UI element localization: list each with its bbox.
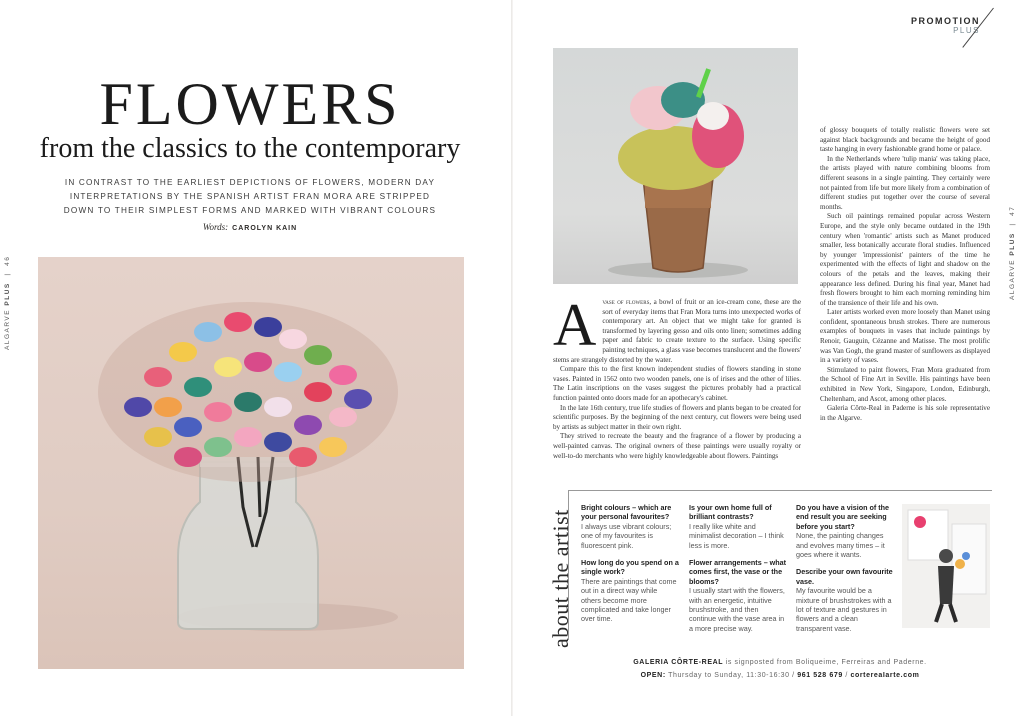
article-paragraph: of glossy bouquets of totally realistic flowers were set against black backgrounds and became the height of good taste hanging in every fashionable grand home or palace. [820, 126, 990, 154]
phone-number: 961 528 679 [797, 672, 843, 679]
article-paragraph: They strived to recreate the beauty and the fragrance of a flower by producing a well-painted canvas. The original owners of these paintings were usually royalty or well-to-do merchants who were highly knowledgeable about flowers. Paintings [553, 432, 801, 460]
qa-answer: None, the painting changes and evolves many times – it goes where it wants. [796, 531, 885, 560]
article-paragraph: Galeria Côrte-Real in Paderne is his sole representative in the Algarve. [820, 404, 990, 422]
article-paragraph: Stimulated to paint flowers, Fran Mora graduated from the School of Fine Art in Seville. His paintings have been exhibited in New York, Singapore, London, Edinburgh, Cheltenham, and Ascot, among other places. [820, 365, 990, 403]
footer-line-1 [560, 659, 1000, 666]
article-title: FLOWERS [99, 71, 401, 137]
flower-vase-painting [38, 257, 464, 669]
ice-cream-painting [553, 48, 798, 284]
spread-fold [511, 0, 513, 716]
dropcap: A [553, 292, 597, 358]
gallery-name: GALERIA CÔRTE-REAL [633, 659, 724, 666]
promotion-label: PROMOTION [911, 16, 980, 26]
qa-answer: My favourite would be a mixture of brushstrokes with a lot of texture and gestures in flowers and a clean transparent vase. [796, 586, 892, 633]
qa-question: Bright colours – which are your personal favourites? [581, 503, 672, 522]
article-paragraph: Compare this to the first known independent studies of flowers standing in stone vases. Painted in 1562 onto two wooden panels, one is of irises and the other of lilies. The Latin inscriptions on the vases suggest the pictures probably had a practical function painted onto doors made for an apothecary's cabinet. [553, 365, 801, 402]
artist-photo [902, 504, 990, 628]
qa-column-2 [689, 503, 787, 641]
byline-label: Words: [202, 222, 229, 232]
article-paragraph: Later artists worked even more loosely than Manet using confident, spontaneous brush strokes. There are numerous examples of bouquets in vases that include paintings by Renoir, Gauguin, Cézanne and Matisse. The most prolific was Van Gogh, the grand master of sunflowers as displayed in a variety of vases. [820, 308, 990, 365]
article-paragraph: In the Netherlands where 'tulip mania' was taking place, the artists played with nature combining blooms from different seasons in a single painting. They certainly were not painted from life but more likely from a combination of different studies put together over the course of several months. [820, 154, 990, 211]
folio-left: ALGARVE PLUS | 46 [4, 255, 11, 350]
article-paragraph: vase of flowers, a bowl of fruit or an ice-cream cone, these are the sort of everyday items that Fran Mora turns into unexpected works of contemporary art. An object that we might take for granted is transformed by layering gesso and oils onto linen; sometimes adding paper and fabric to create texture to the surface. Using specific painting techniques, a glass vase becomes translucent and the flowers' stems are strangely distorted by the water. [553, 298, 802, 364]
footer-line-2: OPEN: Thursday to Sunday, 11:30-16:30 / 961 528 679 / cortereaIarte.com [640, 672, 920, 679]
article-paragraph: Such oil paintings remained popular across Western Europe, and the style only became outdated in the 19th century when 'romantic' artists such as Manet produced smaller, less botanically accurate floral studies. Influenced by younger 'impressionist' painters of the time he experimented with the effects of light and shadow on the colours of the petals and the leaves, making their appearance less defined. During his final year, Manet had fresh flowers brought to him each morning reminding him of the transience of their life and his own. [820, 212, 990, 307]
qa-column-1 [581, 503, 679, 632]
byline [0, 222, 500, 232]
article-standfirst: IN CONTRAST TO THE EARLIEST DEPICTIONS OF FLOWERS, MODERN DAY INTERPRETATIONS BY THE SPANISH ARTIST FRAN MORA ARE STRIPPED DOWN TO THEIR SIMPLEST FORMS AND MARKED WITH VIBRANT COLOURS [63, 178, 437, 215]
qa-question: How long do you spend on a single work? [581, 558, 679, 577]
promotion-tag [911, 16, 980, 35]
qa-answer: I really like white and minimalist decoration – I think less is more. [689, 521, 784, 550]
website-link[interactable]: cortereaIarte.com [850, 672, 920, 679]
qa-question: Flower arrangements – what comes first, the vase or the blooms? [689, 558, 787, 586]
promotion-sub: PLUS [953, 26, 980, 35]
qa-question: Do you have a vision of the end result you are seeking before you start? [796, 503, 890, 531]
qa-column-3 [796, 503, 894, 641]
open-label: OPEN: [640, 672, 666, 679]
qa-question: Is your own home full of brilliant contrasts? [689, 503, 772, 522]
signposted-text: is signposted from Boliqueime, Ferreiras and Paderne. [725, 659, 927, 666]
article-body-right [820, 126, 990, 423]
article-paragraph: In the late 16th century, true life studies of flowers and plants began to be created for scientific purposes. By the beginning of the next century, cut flowers were being used by artists as subject matter in their own right. [553, 403, 801, 431]
article-subtitle: from the classics to the contemporary [39, 133, 461, 164]
opening-hours: Thursday to Sunday, 11:30-16:30 [668, 672, 790, 679]
folio-right: ALGARVE PLUS | 47 [1009, 205, 1016, 300]
byline-author: CAROLYN KAIN [232, 225, 298, 232]
qa-answer: I usually start with the flowers, with an energetic, intuitive brushstroke, and then continue with the vase area in a more precise way. [689, 586, 785, 633]
qa-answer: There are paintings that come out in a direct way while others become more complicated and take longer over time. [581, 576, 677, 624]
qa-question: Describe your own favourite vase. [796, 567, 893, 586]
qa-answer: I always use vibrant colours; one of my favourites is fluorescent pink. [581, 521, 672, 550]
article-body-left [553, 292, 802, 461]
about-the-artist-heading: about the artist [548, 509, 573, 648]
about-top-rule [568, 490, 992, 491]
